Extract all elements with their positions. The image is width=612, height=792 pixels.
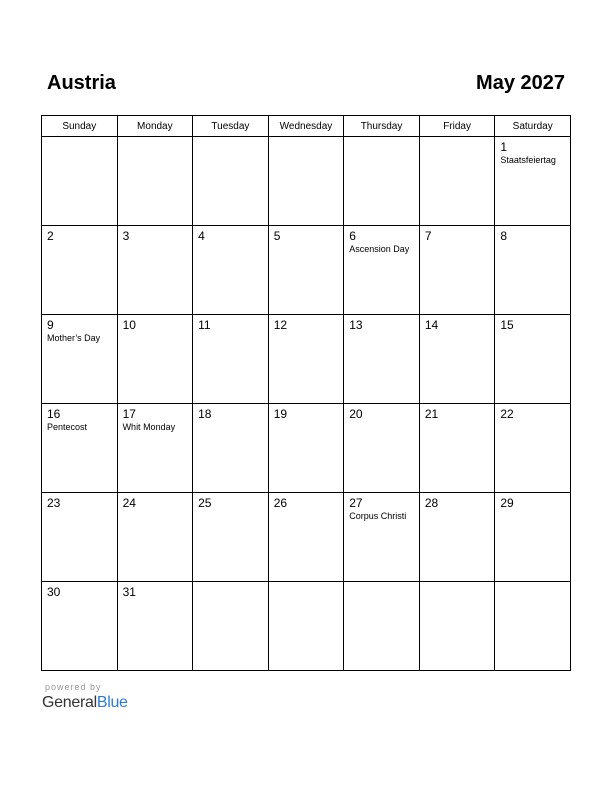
month-year-title: May 2027 — [476, 72, 565, 94]
powered-by-text: powered by — [45, 682, 102, 692]
weekday-sunday: Sunday — [42, 116, 118, 137]
day-cell — [117, 315, 193, 404]
day-number: 15 — [500, 318, 514, 332]
day-cell — [193, 137, 269, 226]
day-number: 27 — [349, 496, 363, 510]
day-number: 4 — [198, 229, 205, 243]
day-cell — [419, 137, 495, 226]
day-number: 9 — [47, 318, 54, 332]
day-cell — [344, 137, 420, 226]
day-cell — [495, 315, 571, 404]
holiday-label: Staatsfeiertag — [500, 155, 556, 165]
week-row — [42, 226, 571, 315]
logo-general: General — [42, 694, 97, 711]
day-cell — [344, 226, 420, 315]
weekday-saturday: Saturday — [495, 116, 571, 137]
day-number: 1 — [500, 140, 508, 154]
day-cell — [193, 582, 269, 671]
day-number: 10 — [122, 318, 136, 332]
country-title: Austria — [47, 72, 116, 94]
holiday-label: Ascension Day — [349, 244, 410, 254]
day-cell — [268, 493, 344, 582]
holiday-label: Corpus Christi — [349, 511, 407, 521]
day-cell — [495, 493, 571, 582]
weekday-thursday: Thursday — [344, 116, 420, 137]
day-cell — [42, 137, 118, 226]
day-number: 3 — [122, 229, 130, 243]
logo-blue: Blue — [96, 694, 128, 711]
day-cell — [419, 315, 495, 404]
day-number: 30 — [47, 585, 61, 599]
weekday-friday: Friday — [419, 116, 495, 137]
day-cell — [117, 226, 193, 315]
day-number: 13 — [349, 318, 363, 332]
day-number: 18 — [198, 407, 212, 421]
day-cell — [344, 582, 420, 671]
day-number: 11 — [198, 318, 211, 332]
day-cell — [419, 404, 495, 493]
week-row — [42, 137, 571, 226]
day-number: 24 — [122, 496, 136, 510]
day-cell — [193, 315, 269, 404]
week-row — [42, 404, 571, 493]
day-cell — [42, 404, 118, 493]
day-cell — [193, 493, 269, 582]
day-cell — [193, 404, 269, 493]
day-number: 31 — [122, 585, 136, 599]
weekday-wednesday: Wednesday — [268, 116, 344, 137]
week-row — [42, 582, 571, 671]
day-number: 2 — [47, 229, 54, 243]
day-cell — [495, 226, 571, 315]
holiday-label: Mother’s Day — [47, 333, 101, 343]
day-cell — [344, 493, 420, 582]
day-cell — [42, 315, 118, 404]
day-number: 22 — [500, 407, 514, 421]
day-number: 19 — [273, 407, 288, 421]
day-number: 26 — [273, 496, 288, 510]
day-number: 28 — [424, 496, 439, 510]
generalblue-logo — [42, 694, 128, 712]
day-cell — [268, 582, 344, 671]
day-cell — [344, 404, 420, 493]
day-cell — [419, 226, 495, 315]
calendar-grid — [41, 115, 571, 671]
day-number: 20 — [349, 407, 363, 421]
day-cell — [117, 404, 193, 493]
day-number: 8 — [500, 229, 508, 243]
holiday-label: Pentecost — [47, 422, 88, 432]
day-cell — [268, 404, 344, 493]
weekday-monday: Monday — [117, 116, 193, 137]
day-number: 16 — [47, 407, 61, 421]
day-number: 5 — [273, 229, 281, 243]
day-number: 23 — [47, 496, 61, 510]
day-cell — [268, 315, 344, 404]
holiday-label: Whit Monday — [122, 422, 176, 432]
day-cell — [344, 315, 420, 404]
day-cell — [117, 137, 193, 226]
day-number: 14 — [424, 318, 439, 332]
weekday-tuesday: Tuesday — [193, 116, 269, 137]
day-cell — [495, 404, 571, 493]
day-cell — [419, 582, 495, 671]
day-cell — [42, 582, 118, 671]
day-number: 12 — [273, 318, 288, 332]
day-cell — [495, 582, 571, 671]
day-number: 6 — [349, 229, 356, 243]
day-cell — [268, 137, 344, 226]
day-cell — [117, 582, 193, 671]
day-number: 7 — [424, 229, 432, 243]
day-cell — [193, 226, 269, 315]
day-cell — [42, 493, 118, 582]
day-cell — [42, 226, 118, 315]
day-number: 25 — [198, 496, 212, 510]
day-number: 17 — [122, 407, 136, 421]
day-cell — [117, 493, 193, 582]
day-cell — [268, 226, 344, 315]
week-row — [42, 315, 571, 404]
day-cell — [419, 493, 495, 582]
day-number: 29 — [500, 496, 514, 510]
day-cell — [495, 137, 571, 226]
week-row — [42, 493, 571, 582]
day-number: 21 — [424, 407, 439, 421]
weekday-header-row — [42, 116, 571, 137]
